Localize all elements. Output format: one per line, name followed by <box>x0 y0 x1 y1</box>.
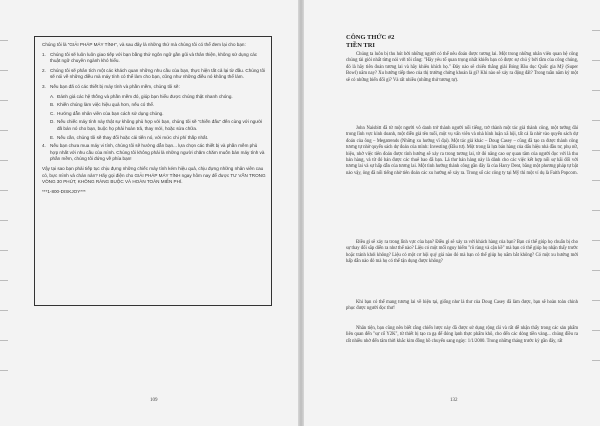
sub-item-b <box>50 102 266 109</box>
left-page-edge <box>0 0 8 426</box>
right-paragraph-2 <box>346 126 578 177</box>
sub-letter: E. <box>50 134 55 140</box>
list-item-3 <box>42 84 266 91</box>
list-text: Nếu bạn đã có các thiết bị máy tính và phần mềm, chúng tôi sẽ: <box>50 83 180 89</box>
list-text: Chúng tôi sẽ luôn luôn giao tiếp với bạn bằng thứ ngôn ngữ gần gũi và thân thiện, không sử dụng các thuật ngữ chuyên ngành khó hiểu. <box>50 51 258 64</box>
list-item-2 <box>42 68 266 81</box>
list-text: Nếu bạn chưa mua máy vi tính, chúng tôi sẽ hướng dẫn bạn... lựa chọn các thiết bị và phần mềm phù hợp nhất với nhu cầu của mình. Chúng tôi không phải là những người chăm chăm muốn bán máy tính và phần mềm, chúng tôi đứng về phía bạn! <box>50 143 265 162</box>
sub-item-c <box>50 111 266 118</box>
sub-text: Đánh giá các hệ thống và phần mềm đó, giúp bạn hiểu được chúng thật nhanh chóng. <box>57 93 233 99</box>
paragraph-text: Điều gì sẽ xảy ra trong lĩnh vực của bạn? Điều gì sẽ xảy ra với khách hàng của bạn? Bạn có thể giúp họ chuẩn bị cho sự thay đổi sắp diễn ra như thế nào? Liệu có một mối nguy hiểm "rõ ràng và cận kề" mà bạn có thể giúp họ nhận thấy trước hoặc tránh khỏi không? Liệu có một cơ hội quý giá nào đó mà bạn có thể giúp họ nắm bắt không? Có một xu hướng mới hấp dẫn nào đó mà họ có thể tận dụng được không? <box>346 240 578 265</box>
sub-text: Nếu chiếc máy tính này thật sự không phù hợp với bạn, chúng tôi sẽ "chiến đấu" đến cùng với người đã bán nó cho bạn, buộc họ phải hoàn trả, thay mới, hoặc sửa chữa. <box>57 119 263 131</box>
right-paragraph-5 <box>346 326 578 345</box>
sub-item-d <box>50 119 266 132</box>
left-page-text <box>42 42 266 198</box>
paragraph-text: John Naisbitt đã từ một người vô danh trở thành người nổi tiếng, trở thành một tác giả thành công, một tướng đài trong lĩnh vực kinh doanh, một diễn giả tên tuổi, một vụ vấn viên và nhà hình luận xã hội, tất cả là nhờ vào quyển sách dự đoán của ông – Megatrends (Những xu hướng vĩ đại). Một tác giả khác – Doug Casey – cũng đã tạo ra được thành công tương tự nhờ quyển sách dự đoán của mình: Investing (Đầu tư). Một trong là lựa bán hàng của dấu hiệu nhà đầu tư, phụ nữ, hiệu, nhờ việc tiên đoán được tình hướng sẽ xảy ra trong tương lai, tờ đó nâng cao sự quan tâm của người đọc với là thu bán hàng, và từ đó bán được các thuê bao đã bạn. Lá thư bán hàng này là dành cho các việc kết hợp nổi sợ hãi đối với tương lai và sự hấp dẫn của tương lai. Một tình hướng thành công gần đây là của Harry Dent, bằng một phương pháp tự bật nào vậy, ông đã nổi tiếng nhờ tiên đoán các xu hướng sẽ xảy ra. Trong số các công ty tại Mỹ thì một ví dụ là Faith Popcorn. <box>346 126 578 176</box>
list-number: 4. <box>42 143 46 149</box>
sub-item-a <box>50 94 266 101</box>
sub-letter: A. <box>50 93 55 99</box>
right-page-number: 132 <box>450 398 458 403</box>
right-paragraph-1 <box>346 52 578 84</box>
right-page-edge <box>592 0 600 426</box>
list-number: 1. <box>42 51 46 57</box>
sub-letter: D. <box>50 119 55 125</box>
phone-number: ***1-800-DISKJOY*** <box>42 188 86 194</box>
list-item-1 <box>42 52 266 65</box>
closing-paragraph: Vậy tại sao bạn phải tiếp tục chịu đựng những chiếc máy tính kém hiệu quả, chịu đựng những nhân viên cau có, bực mình và chán nản? Hãy gọi điện cho GIẢI PHÁP MÁY TÍNH ngay hôm nay để được TƯ VẤN TRONG VÒNG 30 PHÚT, KHÔNG RÀNG BUỘC VÀ HOÀN TOÀN MIỄN PHÍ. <box>42 165 266 185</box>
left-page-number: 109 <box>150 398 158 403</box>
list-number: 2. <box>42 67 46 73</box>
paragraph-text: Chúng ta luôn bị thu hút bởi những người có thể nêu đoán được tương lai. Một trong những nhân viên quan hệ công chúng tài giỏi nhất từng nói với tôi rằng: "Hãy yêu tố quan trọng nhất khiến bạn có được sự chú ý bởi tầm của công chúng, đó là hãy tiên đoán tương lai và hãy khiêu khích họ." Đây nào sẽ chiến thắng giải Bóng Bầu dục Quốc gia Mỹ (Super Bowl) năm nay? Xu hướng tiếp theo của thị trường chứng khoán là gì? Khi nào sẽ xảy ra động đất? Trong tuần năm kỷ một sẽ có những biến đổi gì? Và rất nhiều (những thứ tương tự). <box>346 52 578 83</box>
sub-letter: B. <box>50 102 55 108</box>
sub-text: Hướng dẫn nhân viên của bạn cách sử dụng chúng. <box>57 110 164 116</box>
sub-letter: C. <box>50 110 55 116</box>
list-item-4 <box>42 143 266 163</box>
sub-text: Nếu cần, chúng tôi sẽ thay đổi hoặc cải tiến nó, với mức chi phí thấp nhất. <box>57 134 209 140</box>
right-paragraph-4 <box>346 300 578 313</box>
sub-text: Khiến chúng làm việc hiệu quả hơn, nếu có thể. <box>57 102 155 108</box>
sub-item-e <box>50 135 266 142</box>
paragraph-text: Khi bạn có thể mang tương lai về hiện tại, giống như là thư của Doug Casey đã làm được, bạn sẽ hoàn toàn chinh phục được người đọc thư! <box>346 300 578 312</box>
chapter-title: TIỀN TRI <box>346 42 375 49</box>
intro-paragraph: Chúng tôi là "GIẢI PHÁP MÁY TÍNH", và sau đây là những thứ mà chúng tôi có thể đem lại cho bạn: <box>42 42 246 47</box>
list-number: 3. <box>42 83 46 89</box>
paragraph-text: Nhân tiện, bạn cũng nên biết rằng chiến lược này đã được sử dụng rộng rãi và rất dễ nhận thấy trong các sản phẩm liên quan đến "sự cố Y2K", từ thiết bị tạo ra gạ để đóng lạnh thực phẩm khô, cho đến các dòng tiền vàng... chúng điều ra rất nhiều nhờ đến tâm thời khắc kim đồng hồ chuyển sang ngày: 1/1/2000. Trong những tháng trước kỳ gần đây, rất <box>346 326 578 344</box>
book-gutter <box>298 0 304 426</box>
list-text: Chúng tôi sẽ phân tích một các khách quan những nhu cầu của bạn, thực hiện tất cả lại từ đầu. Chúng tôi sẽ nói về những điều mà máy tính có thể làm cho bạn, cũng như những điều nó không thể làm. <box>50 67 266 80</box>
chapter-label: CÔNG THỨC #2 <box>346 34 395 41</box>
right-paragraph-3 <box>346 240 578 266</box>
